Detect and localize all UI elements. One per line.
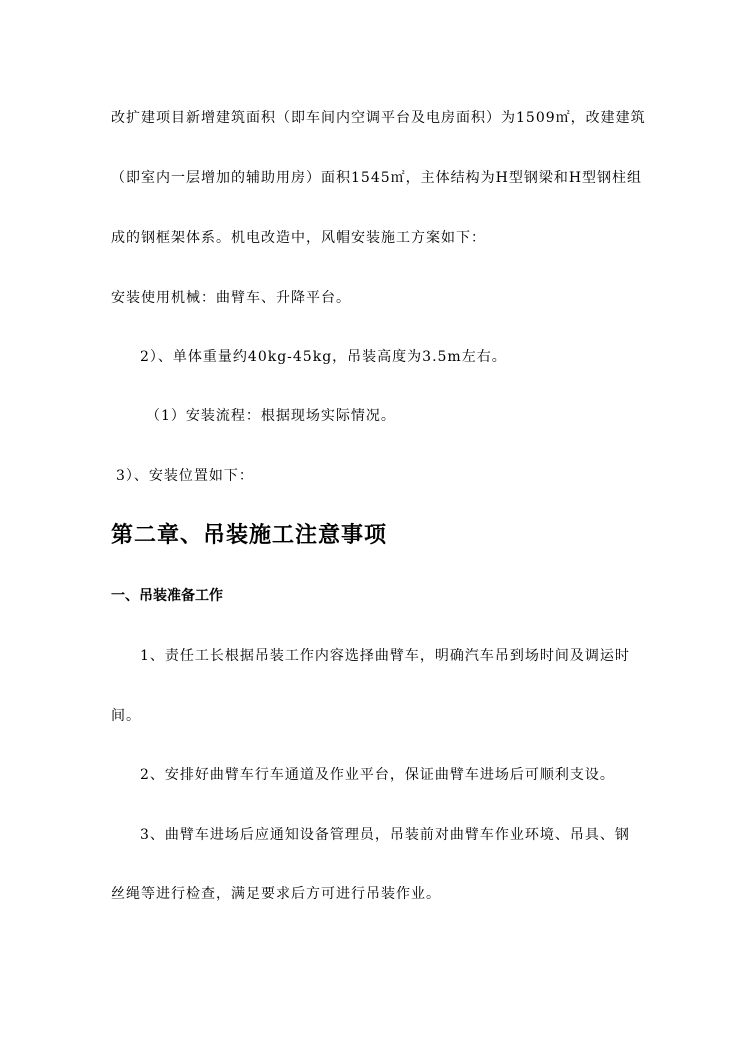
body-line-2: （即室内一层增加的辅助用房）面积1545㎡，主体结构为H型钢梁和H型钢柱组: [111, 170, 643, 186]
process-line: （1）安装流程：根据现场实际情况。: [146, 408, 396, 424]
equipment-line: 安装使用机械：曲臂车、升降平台。: [111, 290, 351, 306]
item-1-line-2: 间。: [111, 708, 141, 724]
chapter-title: 第二章、吊装施工注意事项: [111, 523, 388, 548]
item-3-line-1: 3、曲臂车进场后应通知设备管理员，吊装前对曲臂车作业环境、吊具、钢: [140, 827, 630, 843]
item-1-line-1: 1、责任工长根据吊装工作内容选择曲臂车，明确汽车吊到场时间及调运时: [140, 648, 630, 664]
body-line-1: 改扩建项目新增建筑面积（即车间内空调平台及电房面积）为1509㎡，改建建筑: [111, 110, 646, 126]
item-2-line: 2、安排好曲臂车行车通道及作业平台，保证曲臂车进场后可顺利支设。: [140, 767, 615, 783]
section-title: 一、吊装准备工作: [111, 588, 223, 604]
weight-line: 2）、单体重量约40kg-45kg，吊装高度为3.5m左右。: [140, 349, 507, 365]
position-line: 3）、安装位置如下：: [116, 468, 254, 484]
item-3-line-2: 丝绳等进行检查，满足要求后方可进行吊装作业。: [111, 886, 441, 902]
body-line-3: 成的钢框架体系。机电改造中，风帽安装施工方案如下：: [111, 230, 486, 246]
